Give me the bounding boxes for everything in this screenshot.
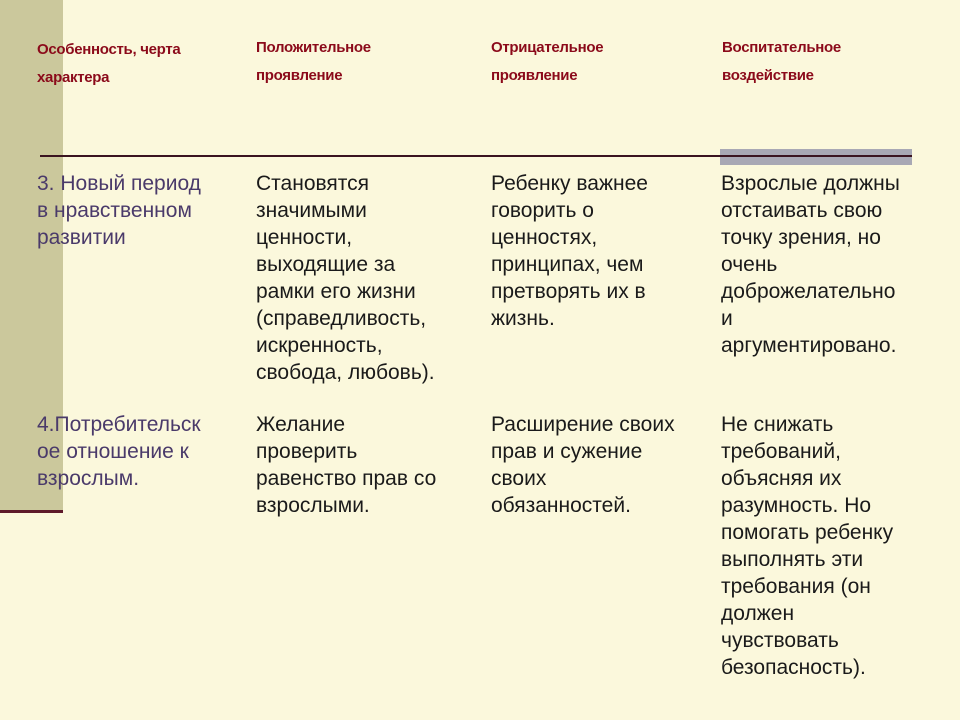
header-negative: Отрицательное проявление <box>491 39 604 84</box>
row-2-influence: Не снижать требований, объясняя их разумность. Но помогать ребенку выполнять эти требования (он должен чувствовать безопасность). <box>721 413 894 679</box>
row-2-negative: Расширение своих прав и сужение своих обязанностей. <box>491 413 675 517</box>
row-2-positive: Желание проверить равенство прав со взрослыми. <box>256 413 437 517</box>
header-positive: Положительное проявление <box>256 39 371 84</box>
header-accent-bar <box>720 149 912 165</box>
header-influence: Воспитательное воздействие <box>722 39 841 84</box>
row-1-negative: Ребенку важнее говорить о ценностях, принципах, чем претворять их в жизнь. <box>491 172 648 330</box>
header-accent-line <box>720 155 912 157</box>
left-band-underline <box>0 510 63 513</box>
row-1-feature: 3. Новый период в нравственном развитии <box>37 172 201 249</box>
row-1-positive: Становятся значимыми ценности, выходящие за рамки его жизни (справедливость, искренность, свобода, любовь). <box>256 172 435 384</box>
row-2-feature: 4.Потребительск ое отношение к взрослым. <box>37 413 201 490</box>
header-feature: Особенность, черта характера <box>37 41 181 86</box>
row-1-influence: Взрослые должны отстаивать свою точку зрения, но очень доброжелательно и аргументировано. <box>721 172 900 357</box>
